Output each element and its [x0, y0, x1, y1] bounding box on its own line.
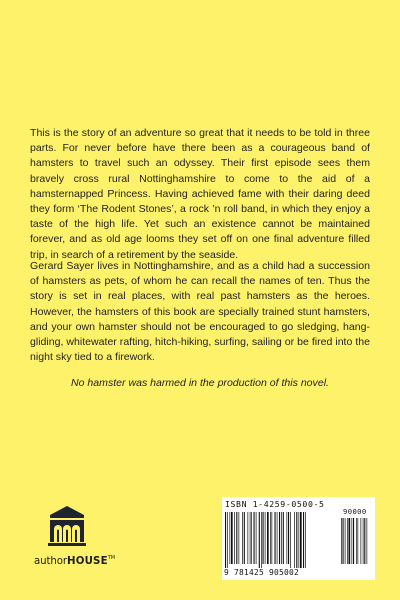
barcode-bar [287, 512, 288, 564]
barcode-bar [254, 512, 255, 564]
barcode-bar [288, 512, 289, 564]
isbn-barcode-panel [222, 497, 375, 580]
barcode-bar [296, 512, 297, 568]
barcode-bar [267, 512, 269, 564]
barcode-bar [236, 512, 237, 564]
barcode-bar [259, 512, 260, 568]
barcode-bar [305, 512, 306, 568]
barcode-bar [248, 512, 249, 564]
ean-barcode [225, 512, 333, 568]
barcode-bar [347, 518, 348, 564]
barcode-bar [244, 512, 245, 564]
publisher-name-upper: HOUSE [66, 556, 108, 567]
barcode-bar [349, 518, 351, 564]
barcode-bar [270, 512, 271, 564]
trademark-mark: TM [107, 555, 115, 561]
barcode-bar [256, 512, 257, 564]
barcode-bar [239, 512, 240, 564]
barcode-bar [353, 518, 354, 564]
publisher-name [34, 555, 115, 567]
barcode-bar [363, 518, 364, 564]
barcode-bar [277, 512, 278, 564]
barcode-addon-number: 90000 [343, 507, 367, 516]
barcode-number: 9 781425 905002 [224, 568, 300, 577]
barcode-bar [272, 512, 273, 564]
addon-barcode [341, 518, 373, 568]
isbn-label: ISBN 1-4259-0500-5 [225, 499, 325, 509]
barcode-bar [261, 512, 262, 568]
barcode-bar [300, 512, 302, 568]
disclaimer: No hamster was harmed in the production of this novel. [71, 377, 329, 389]
barcode-bar [250, 512, 251, 564]
barcode-bar [230, 512, 231, 564]
barcode-bar [225, 512, 226, 568]
author-bio: Gerard Sayer lives in Nottinghamshire, and as a child had a succession of hamsters as pets, of whom he can recall the names of ten. Thus the story is set in real places, with real past hamsters as the heroes. However, the hamsters of this book are specially trained stunt hamsters, and your own hamster should not be encouraged to go sledging, hang-gliding, whitewater rafting, hitch-hiking, surfing, sailing or be fired into the night sky tied to a firework. [30, 260, 370, 364]
barcode-bar [356, 518, 357, 564]
barcode-bar [234, 512, 235, 564]
barcode-bar [341, 518, 342, 564]
barcode-bar [281, 512, 282, 564]
barcode-bar [345, 518, 346, 564]
barcode-bar [352, 518, 353, 564]
publisher-logo-block [24, 505, 114, 575]
barcode-bar [283, 512, 284, 564]
barcode-bar [242, 512, 243, 564]
barcode-bar [251, 512, 252, 564]
barcode-bar [294, 512, 295, 568]
publisher-name-lower: author [34, 556, 67, 567]
barcode-bar [231, 512, 233, 564]
barcode-bar [275, 512, 276, 564]
barcode-bar [290, 512, 291, 568]
barcode-bar [279, 512, 280, 564]
barcode-bar [263, 512, 264, 564]
house-with-arches-icon [46, 505, 88, 547]
barcode-bar [303, 512, 304, 568]
barcode-bar [227, 512, 228, 568]
barcode-bar [299, 512, 300, 568]
barcode-bar [358, 518, 359, 564]
book-blurb: This is the story of an adventure so great that it needs to be told in three parts. For never before have there been as a courageous band of hamsters to travel such an odyssey. Their first episode sees them bravely cross rural Nottinghamshire to come to the aid of a hamsternapped Princess. Having achieved fame with their daring deed they form ‘The Rodent Stones’, a rock ’n roll band, in which they enjoy a taste of the high life. Yet such an existence cannot be maintained forever, and as old age looms they set off on one final adventure filled trip, in search of a retirement by the seaside. [30, 127, 370, 261]
barcode-bar [343, 518, 344, 564]
barcode-bar [364, 518, 365, 564]
barcode-bar [367, 518, 368, 564]
barcode-bar [361, 518, 362, 564]
barcode-bar [265, 512, 266, 564]
